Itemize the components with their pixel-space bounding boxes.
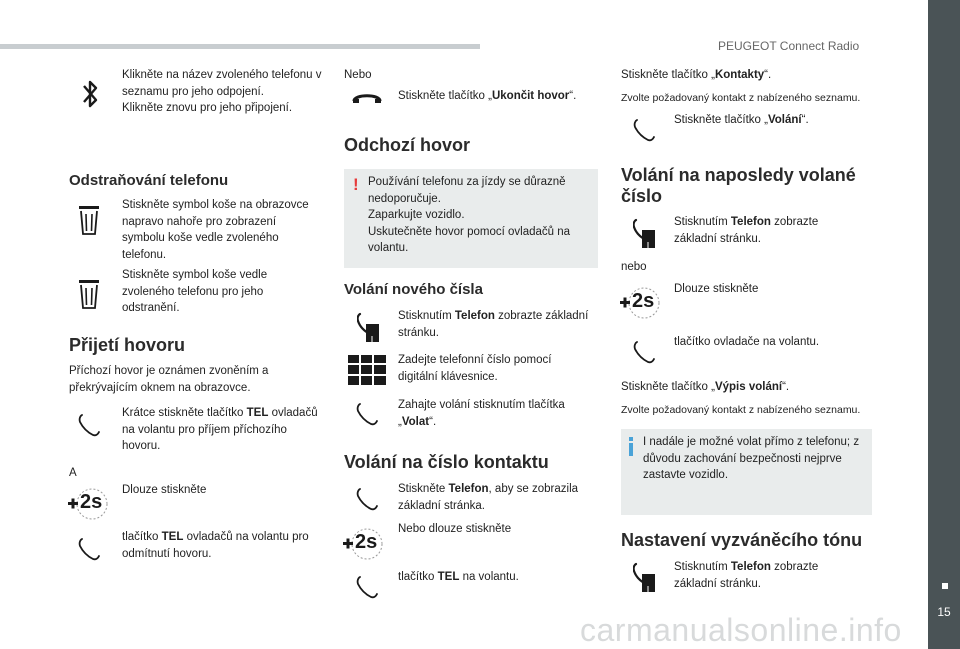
reject-step: tlačítko TEL ovladačů na volantu pro odmítnutí hovoru. bbox=[122, 531, 309, 560]
outgoing-call-heading: Odchozí hovor bbox=[344, 135, 470, 155]
side-strip bbox=[928, 0, 960, 649]
wheel-button-text: tlačítko ovladače na volantu. bbox=[674, 336, 820, 348]
accept-call-intro: Příchozí hovor je oznámen zvoněním a překrývajícím oknem na obrazovce. bbox=[69, 365, 269, 394]
contact-step2: Nebo dlouze stiskněte bbox=[398, 523, 512, 535]
select-contact-text: Zvolte požadovaný kontakt z nabízeného seznamu. bbox=[621, 92, 861, 104]
hang-up-step: Stiskněte tlačítko „Ukončit hovor“. bbox=[398, 90, 577, 102]
info-icon bbox=[629, 443, 633, 456]
last-number-long-press: Dlouze stiskněte bbox=[674, 283, 759, 295]
phone-icon bbox=[355, 575, 379, 599]
calls-list-step: Stiskněte tlačítko „Výpis volání“. bbox=[621, 381, 790, 393]
trash-icon bbox=[78, 205, 100, 235]
long-press-2s-icon bbox=[68, 487, 110, 521]
delete-phone-heading: Odstraňování telefonu bbox=[69, 172, 229, 189]
last-number-step1: Stisknutím Telefon zobrazte základní stránku. bbox=[674, 216, 819, 245]
letter-a: A bbox=[69, 467, 77, 479]
phone-icon bbox=[355, 402, 379, 426]
header-title: PEUGEOT Connect Radio bbox=[718, 39, 860, 53]
trash-icon bbox=[78, 279, 100, 309]
delete-step1: Stiskněte symbol koše na obrazovce napravo nahoře pro zobrazení symbolu koše vedle zvoleného telefonu. bbox=[122, 199, 309, 261]
phone-icon bbox=[632, 118, 656, 142]
phone-app-icon bbox=[357, 312, 379, 342]
watermark: carmanualsonline.info bbox=[580, 612, 902, 648]
2s-label: 2s bbox=[355, 531, 378, 553]
warning-icon: ! bbox=[353, 175, 359, 194]
new-number-step2: Zadejte telefonní číslo pomocí digitální klávesnice. bbox=[398, 354, 552, 383]
or-text: nebo bbox=[621, 261, 647, 273]
long-press-2s-icon bbox=[343, 527, 385, 561]
ringtone-step1: Stisknutím Telefon zobrazte základní stránku. bbox=[674, 561, 819, 590]
contact-step3: tlačítko TEL na volantu. bbox=[398, 571, 519, 583]
info-icon-dot bbox=[629, 437, 633, 441]
delete-step2: Stiskněte symbol koše vedle zvoleného telefonu pro jeho odstranění. bbox=[122, 269, 268, 314]
phone-app-icon bbox=[633, 218, 655, 248]
accept-call-heading: Přijetí hovoru bbox=[69, 335, 186, 355]
accept-step1: Krátce stiskněte tlačítko TEL ovladačů na volantu pro příjem příchozího hovoru. bbox=[122, 407, 318, 452]
hang-up-icon bbox=[352, 91, 382, 105]
contacts-step: Stiskněte tlačítko „Kontakty“. bbox=[621, 69, 772, 81]
new-number-step1: Stisknutím Telefon zobrazte základní stránku. bbox=[398, 310, 589, 339]
contact-call-heading: Volání na číslo kontaktu bbox=[344, 452, 549, 472]
contact-step1: Stiskněte Telefon, aby se zobrazila základní stránka. bbox=[398, 483, 579, 512]
info-box bbox=[621, 429, 872, 515]
warning-text: Používání telefonu za jízdy se důrazně nedoporučuje. Zaparkujte vozidlo. Uskutečněte hovor pomocí ovladačů na volantu. bbox=[368, 176, 571, 254]
warning-box bbox=[344, 169, 598, 268]
call-step: Stiskněte tlačítko „Volání“. bbox=[674, 114, 809, 126]
long-press-2s-icon bbox=[620, 286, 662, 320]
2s-label: 2s bbox=[632, 290, 655, 312]
page-number: 15 bbox=[937, 605, 951, 619]
phone-icon bbox=[77, 537, 101, 561]
new-number-step3: Zahajte volání stisknutím tlačítka „Volat“. bbox=[398, 399, 565, 428]
keypad-icon bbox=[348, 355, 386, 385]
bluetooth-icon bbox=[80, 74, 100, 114]
last-number-heading: Volání na naposledy volané číslo bbox=[621, 165, 856, 206]
bluetooth-text: Klikněte na název zvoleného telefonu v seznamu pro jeho odpojení. Klikněte znovu pro jeho připojení. bbox=[122, 69, 322, 114]
phone-icon bbox=[632, 340, 656, 364]
header-rule bbox=[0, 44, 480, 49]
new-number-heading: Volání nového čísla bbox=[344, 281, 483, 298]
ringtone-heading: Nastavení vyzváněcího tónu bbox=[621, 530, 863, 550]
select-contact-text: Zvolte požadovaný kontakt z nabízeného seznamu. bbox=[621, 404, 861, 416]
phone-icon bbox=[77, 413, 101, 437]
long-press-text: Dlouze stiskněte bbox=[122, 484, 207, 496]
phone-icon bbox=[355, 487, 379, 511]
2s-label: 2s bbox=[80, 491, 103, 513]
info-text: I nadále je možné volat přímo z telefonu; z důvodu zachování bezpečnosti nejprve zastavte vozidlo. bbox=[643, 436, 860, 481]
phone-app-icon bbox=[633, 562, 655, 592]
or-text: Nebo bbox=[344, 69, 372, 81]
page-marker bbox=[942, 583, 948, 589]
